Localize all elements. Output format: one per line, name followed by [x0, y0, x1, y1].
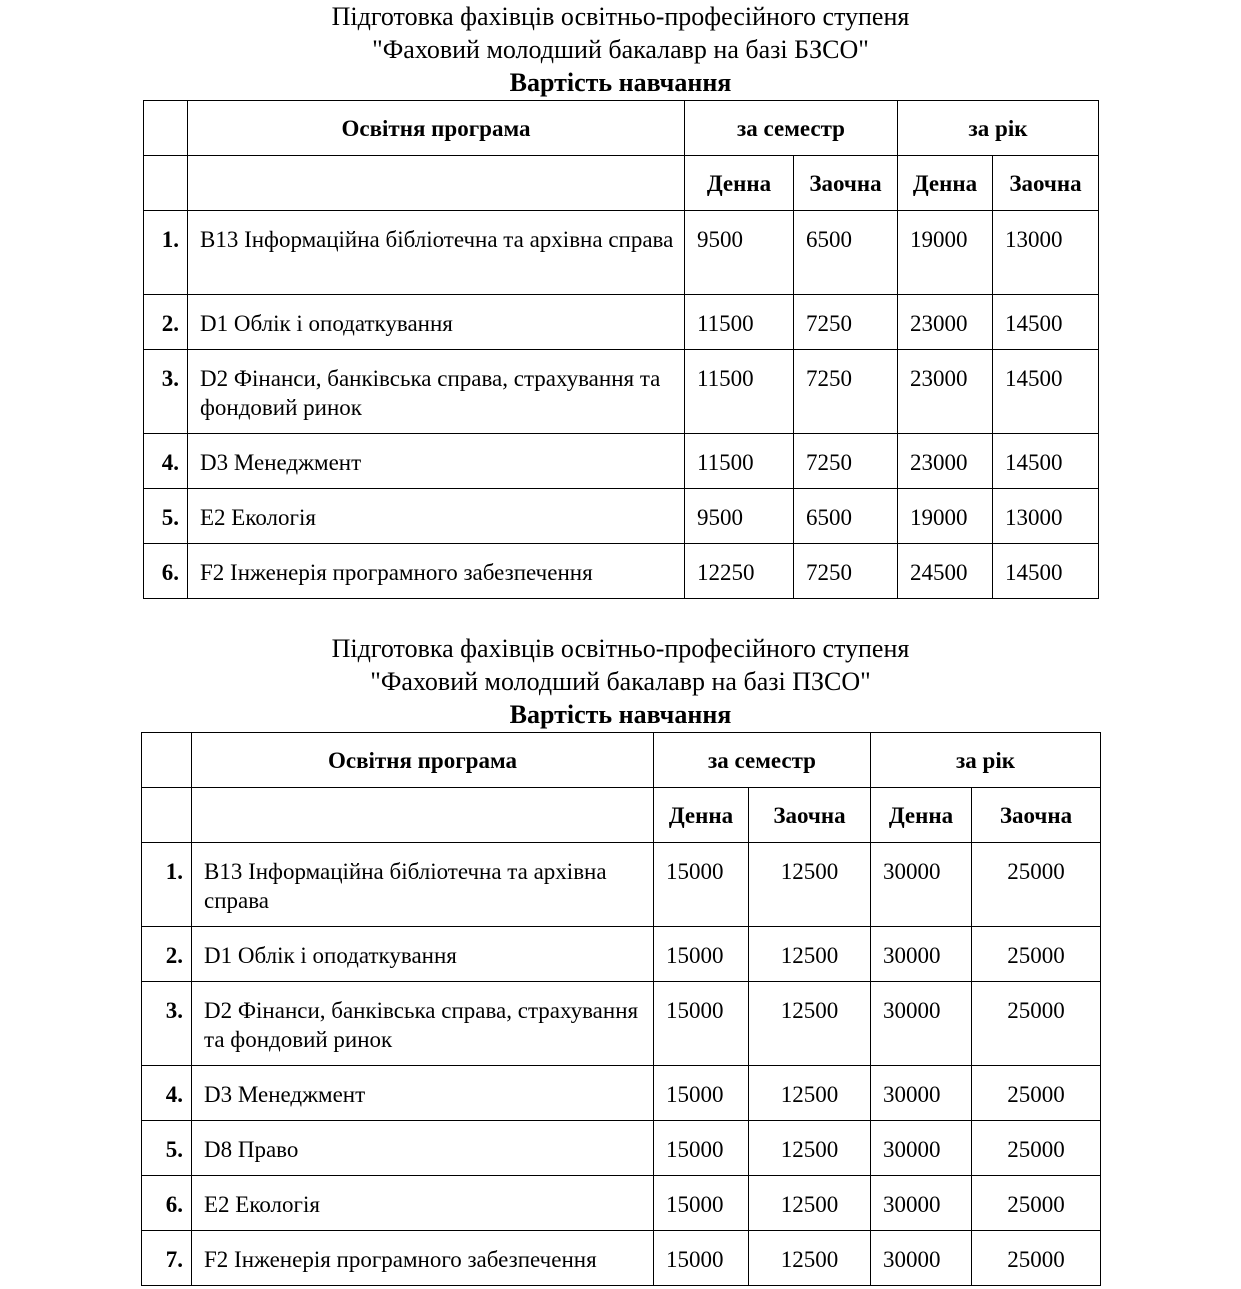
row-sem-ext: 12500 — [749, 1176, 871, 1231]
row-year-ext: 14500 — [993, 434, 1099, 489]
header-num-cell — [144, 101, 188, 156]
table-subheader-row — [144, 156, 1099, 211]
section-title-line-1: Підготовка фахівців освітньо-професійного ступеня — [331, 634, 910, 663]
row-sem-day: 11500 — [685, 295, 794, 350]
subheader-empty — [142, 788, 192, 843]
tuition-table-bzso — [143, 100, 1099, 599]
row-year-day: 30000 — [871, 1121, 972, 1176]
row-year-day: 19000 — [898, 211, 993, 295]
row-sem-day: 15000 — [654, 1121, 749, 1176]
row-program: E2 Екологія — [188, 489, 685, 544]
row-year-ext: 25000 — [972, 843, 1101, 927]
table-header-row — [144, 101, 1099, 156]
tuition-table-pzso — [141, 732, 1101, 1286]
row-year-day: 19000 — [898, 489, 993, 544]
table-row — [144, 211, 1099, 295]
row-num: 4. — [142, 1066, 192, 1121]
table-row — [142, 1231, 1101, 1286]
subheader-empty — [144, 156, 188, 211]
row-num: 1. — [142, 843, 192, 927]
row-program: D2 Фінанси, банківська справа, страхування та фондовий ринок — [192, 982, 654, 1066]
row-num: 2. — [142, 927, 192, 982]
row-year-day: 30000 — [871, 1231, 972, 1286]
row-num: 5. — [142, 1121, 192, 1176]
row-year-day: 30000 — [871, 843, 972, 927]
row-sem-day: 15000 — [654, 982, 749, 1066]
table-row — [144, 350, 1099, 434]
row-program: B13 Інформаційна бібліотечна та архівна справа — [192, 843, 654, 927]
row-year-day: 30000 — [871, 1176, 972, 1231]
row-sem-ext: 12500 — [749, 1231, 871, 1286]
header-semester: за семестр — [654, 733, 871, 788]
row-num: 3. — [144, 350, 188, 434]
row-sem-day: 15000 — [654, 1231, 749, 1286]
header-year: за рік — [898, 101, 1099, 156]
row-num: 6. — [142, 1176, 192, 1231]
row-program: D8 Право — [192, 1121, 654, 1176]
row-num: 4. — [144, 434, 188, 489]
row-num: 7. — [142, 1231, 192, 1286]
subheader-empty — [188, 156, 685, 211]
table-row — [144, 295, 1099, 350]
header-program: Освітня програма — [192, 733, 654, 788]
row-program: D1 Облік і оподаткування — [192, 927, 654, 982]
table-row — [142, 1121, 1101, 1176]
table-row — [142, 982, 1101, 1066]
table-row — [144, 434, 1099, 489]
row-sem-ext: 12500 — [749, 927, 871, 982]
row-program: D2 Фінанси, банківська справа, страхування та фондовий ринок — [188, 350, 685, 434]
row-program: F2 Інженерія програмного забезпечення — [188, 544, 685, 599]
header-year-day: Денна — [898, 156, 993, 211]
row-sem-ext: 7250 — [794, 544, 898, 599]
row-sem-ext: 6500 — [794, 211, 898, 295]
row-year-day: 24500 — [898, 544, 993, 599]
row-year-day: 30000 — [871, 982, 972, 1066]
row-year-ext: 25000 — [972, 1176, 1101, 1231]
row-year-ext: 14500 — [993, 350, 1099, 434]
row-year-day: 30000 — [871, 1066, 972, 1121]
table-row — [144, 544, 1099, 599]
row-sem-day: 9500 — [685, 211, 794, 295]
row-year-ext: 13000 — [993, 211, 1099, 295]
row-sem-day: 12250 — [685, 544, 794, 599]
row-year-ext: 25000 — [972, 1231, 1101, 1286]
row-sem-ext: 12500 — [749, 1121, 871, 1176]
header-year-day: Денна — [871, 788, 972, 843]
header-year-ext: Заочна — [993, 156, 1099, 211]
row-program: F2 Інженерія програмного забезпечення — [192, 1231, 654, 1286]
row-sem-day: 15000 — [654, 927, 749, 982]
row-num: 6. — [144, 544, 188, 599]
row-num: 1. — [144, 211, 188, 295]
row-year-ext: 25000 — [972, 927, 1101, 982]
row-sem-ext: 7250 — [794, 434, 898, 489]
row-program: D3 Менеджмент — [192, 1066, 654, 1121]
row-sem-ext: 12500 — [749, 843, 871, 927]
row-sem-ext: 12500 — [749, 1066, 871, 1121]
table-row — [142, 927, 1101, 982]
row-num: 2. — [144, 295, 188, 350]
header-year-ext: Заочна — [972, 788, 1101, 843]
table-row — [142, 843, 1101, 927]
row-num: 5. — [144, 489, 188, 544]
table-row — [144, 489, 1099, 544]
row-year-ext: 25000 — [972, 1066, 1101, 1121]
section-title-line-2: "Фаховий молодший бакалавр на базі БЗСО" — [372, 35, 869, 64]
section-pzso — [0, 632, 1241, 1272]
row-year-ext: 14500 — [993, 544, 1099, 599]
row-year-ext: 13000 — [993, 489, 1099, 544]
table-row — [142, 1066, 1101, 1121]
row-num: 3. — [142, 982, 192, 1066]
header-sem-day: Денна — [654, 788, 749, 843]
row-program: D3 Менеджмент — [188, 434, 685, 489]
header-num-cell — [142, 733, 192, 788]
table-subheader-row — [142, 788, 1101, 843]
section-bzso — [0, 0, 1241, 585]
row-sem-day: 15000 — [654, 1066, 749, 1121]
subheader-empty — [192, 788, 654, 843]
header-sem-day: Денна — [685, 156, 794, 211]
section-subtitle: Вартість навчання — [509, 700, 732, 729]
row-year-ext: 25000 — [972, 1121, 1101, 1176]
row-year-day: 30000 — [871, 927, 972, 982]
section-title-line-2: "Фаховий молодший бакалавр на базі ПЗСО" — [370, 667, 871, 696]
header-semester: за семестр — [685, 101, 898, 156]
row-sem-ext: 6500 — [794, 489, 898, 544]
row-year-ext: 25000 — [972, 982, 1101, 1066]
row-sem-day: 15000 — [654, 843, 749, 927]
section-subtitle: Вартість навчання — [509, 68, 732, 97]
row-sem-day: 9500 — [685, 489, 794, 544]
row-program: D1 Облік і оподаткування — [188, 295, 685, 350]
row-year-day: 23000 — [898, 295, 993, 350]
header-year: за рік — [871, 733, 1101, 788]
table-header-row — [142, 733, 1101, 788]
row-program: B13 Інформаційна бібліотечна та архівна справа — [188, 211, 685, 295]
header-program: Освітня програма — [188, 101, 685, 156]
row-sem-day: 15000 — [654, 1176, 749, 1231]
row-year-day: 23000 — [898, 434, 993, 489]
row-program: E2 Екологія — [192, 1176, 654, 1231]
table-row — [142, 1176, 1101, 1231]
row-sem-ext: 12500 — [749, 982, 871, 1066]
row-sem-day: 11500 — [685, 350, 794, 434]
row-sem-ext: 7250 — [794, 295, 898, 350]
row-sem-day: 11500 — [685, 434, 794, 489]
header-sem-ext: Заочна — [794, 156, 898, 211]
row-year-day: 23000 — [898, 350, 993, 434]
row-sem-ext: 7250 — [794, 350, 898, 434]
section-title-line-1: Підготовка фахівців освітньо-професійного ступеня — [331, 2, 910, 31]
row-year-ext: 14500 — [993, 295, 1099, 350]
header-sem-ext: Заочна — [749, 788, 871, 843]
